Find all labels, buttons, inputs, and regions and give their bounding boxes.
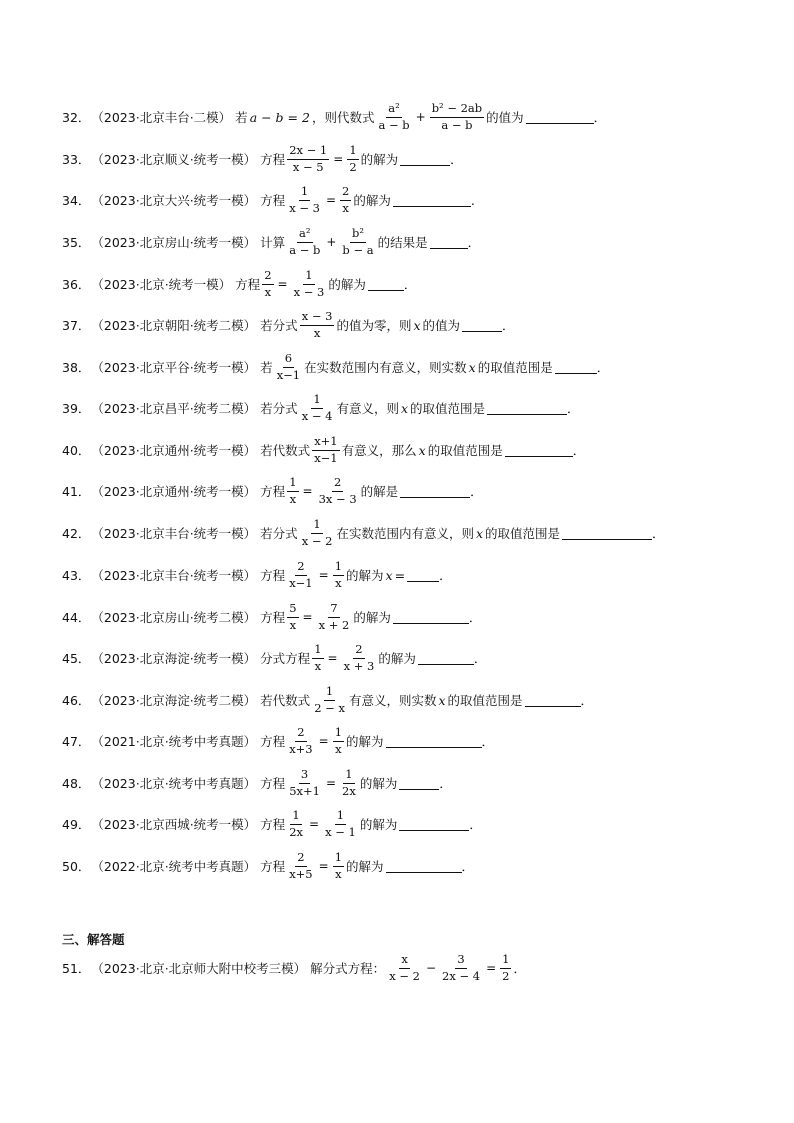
question-text: ．: [567, 401, 580, 416]
question-item: [62, 388, 580, 428]
fraction-numerator: x: [399, 953, 410, 968]
question-text: ．: [596, 360, 610, 375]
math-expression: x: [475, 525, 484, 541]
answer-blank: [399, 777, 439, 790]
question-text: ．: [572, 443, 586, 458]
fraction-denominator: b − a: [342, 242, 374, 257]
math-operator: =: [327, 651, 338, 665]
fraction-denominator: x − 3: [289, 200, 320, 215]
question-item: [62, 721, 494, 761]
fraction-denominator: x−1: [276, 367, 301, 382]
fraction-denominator: 2x − 4: [442, 968, 481, 983]
fraction: [323, 809, 358, 838]
fraction-denominator: x + 3: [343, 658, 375, 673]
fraction-numerator: 2: [262, 269, 273, 284]
question-number: 32．: [62, 110, 91, 125]
fraction-numerator: 1: [347, 144, 358, 159]
fraction-numerator: 1: [303, 269, 314, 284]
question-item: [62, 139, 463, 179]
question-text: 若代数式: [260, 443, 311, 458]
answer-blank: [407, 569, 439, 582]
fraction-denominator: x: [335, 866, 342, 881]
math-expression: x: [418, 442, 426, 458]
question-source: （2023·北京海淀·统考二模）: [91, 693, 257, 708]
question-source: （2023·北京朝阳·统考二模）: [91, 318, 257, 333]
question-text: ．: [593, 110, 607, 125]
question-source: （2023·北京·统考中考真题）: [91, 776, 257, 791]
fraction-denominator: x−1: [314, 450, 338, 465]
math-expression: x: [385, 567, 393, 583]
answer-blank: [555, 361, 597, 374]
fraction-denominator: a − b: [441, 117, 473, 132]
math-operator: =: [325, 776, 337, 790]
question-text: ，则代数式: [311, 110, 375, 125]
question-text: 的取值范围是: [410, 401, 486, 416]
math-expression: x: [400, 400, 409, 416]
question-text: 有意义，则: [336, 401, 399, 416]
question-number: 40．: [62, 443, 91, 458]
fraction-numerator: 2: [332, 476, 343, 491]
fraction: [317, 602, 352, 631]
fraction-denominator: 2x: [342, 783, 356, 798]
fraction-denominator: x − 2: [301, 533, 333, 548]
question-text: 的解为: [353, 193, 391, 208]
question-text: 的解为: [328, 277, 366, 292]
math-expression: x: [438, 692, 446, 708]
question-text: 的结果是: [377, 235, 428, 250]
question-text: 的解为: [359, 817, 398, 832]
fraction: [333, 726, 344, 755]
question-text: 的取值范围是: [427, 443, 503, 458]
fraction-denominator: x: [264, 284, 272, 299]
question-text: =: [394, 567, 406, 583]
math-operator: =: [486, 961, 497, 975]
fraction-numerator: a²: [386, 102, 401, 117]
question-text: ．: [439, 776, 452, 791]
question-number: 35．: [62, 235, 91, 250]
question-text: ．: [652, 526, 665, 541]
question-item: [62, 347, 609, 387]
fraction-numerator: 3: [299, 768, 310, 783]
question-number: 42．: [62, 526, 91, 541]
question-text: 在实数范围内有意义，则: [336, 526, 474, 541]
fraction: [262, 269, 273, 298]
question-text: ．: [481, 734, 495, 749]
question-number: 51．: [62, 961, 91, 976]
question-number: 50．: [62, 859, 91, 874]
question-text: 方程: [260, 484, 286, 499]
math-operator: =: [318, 859, 329, 873]
answer-blank: [526, 111, 594, 124]
fraction-denominator: x − 2: [389, 968, 420, 983]
fraction-numerator: 7: [328, 602, 339, 617]
question-source: （2023·北京通州·统考一模）: [91, 443, 257, 458]
question-text: 方程: [235, 277, 261, 292]
question-item: [62, 948, 526, 988]
question-text: 的取值范围是: [447, 693, 523, 708]
fraction-denominator: x: [289, 617, 297, 632]
fraction-denominator: 2x: [289, 824, 303, 839]
question-item: [62, 180, 475, 220]
fraction: [287, 768, 322, 797]
fraction: [430, 102, 484, 131]
question-number: 46．: [62, 693, 91, 708]
math-operator: =: [277, 277, 288, 291]
fraction: [440, 953, 482, 982]
question-number: 34．: [62, 193, 91, 208]
question-text: 若代数式: [260, 693, 311, 708]
question-number: 44．: [62, 610, 91, 625]
fraction: [333, 560, 344, 589]
math-operator: =: [309, 817, 320, 831]
fraction-numerator: 1: [335, 809, 346, 824]
question-item: [62, 555, 452, 595]
fraction-numerator: 2: [295, 851, 306, 866]
fraction-denominator: a − b: [378, 117, 410, 132]
question-item: [62, 513, 665, 553]
answer-blank: [418, 652, 474, 665]
question-item: [62, 680, 593, 720]
fraction-numerator: 1: [500, 953, 511, 968]
fraction: [340, 227, 375, 256]
fraction-numerator: x − 3: [300, 310, 335, 325]
fraction-denominator: x − 5: [292, 159, 324, 174]
fraction: [347, 144, 358, 173]
math-operator: +: [326, 235, 337, 249]
question-text: ．: [450, 152, 463, 167]
fraction: [312, 643, 323, 672]
question-text: 的解为: [378, 651, 416, 666]
question-text: 有意义，那么: [341, 443, 417, 458]
question-source: （2021·北京·统考中考真题）: [91, 734, 257, 749]
fraction-denominator: x: [289, 491, 297, 506]
fraction-denominator: x − 3: [293, 284, 325, 299]
fraction: [300, 518, 335, 547]
question-source: （2023·北京丰台·二模）: [91, 110, 232, 125]
fraction: [317, 476, 359, 505]
answer-blank: [386, 735, 482, 748]
question-source: （2023·北京·统考一模）: [91, 277, 232, 292]
math-expression: x: [468, 359, 476, 375]
fraction: [292, 269, 327, 298]
question-source: （2023·北京丰台·统考一模）: [91, 526, 257, 541]
question-source: （2023·北京顺义·统考一模）: [91, 152, 257, 167]
fraction-numerator: 1: [311, 393, 322, 408]
fraction: [287, 809, 305, 838]
question-text: .: [470, 192, 475, 208]
question-text: 若分式: [260, 526, 298, 541]
question-text: 方程: [260, 568, 286, 583]
math-expression: a − b = 2: [249, 109, 310, 125]
question-number: 36．: [62, 277, 91, 292]
question-text: 若分式: [260, 401, 298, 416]
math-expression: x: [413, 317, 421, 333]
question-text: 的取值范围是: [485, 526, 561, 541]
fraction-numerator: 2: [295, 560, 306, 575]
question-text: 方程: [260, 152, 286, 167]
question-item: [62, 305, 515, 345]
question-number: 48．: [62, 776, 91, 791]
fraction: [340, 768, 358, 797]
question-number: 45．: [62, 651, 91, 666]
fraction-numerator: b²: [350, 227, 366, 242]
question-source: （2023·北京丰台·统考一模）: [91, 568, 257, 583]
answer-blank: [462, 319, 502, 332]
question-item: [62, 97, 606, 137]
question-text: ．: [468, 610, 482, 625]
answer-blank: [400, 485, 470, 498]
fraction: [340, 185, 351, 214]
question-item: [62, 597, 481, 637]
fraction-numerator: 1: [333, 851, 344, 866]
fraction: [287, 476, 298, 505]
fraction-numerator: x+1: [312, 435, 339, 450]
question-text: ．: [467, 235, 481, 250]
answer-blank: [393, 194, 471, 207]
fraction-denominator: x+3: [289, 741, 313, 756]
fraction: [312, 685, 347, 714]
question-text: 方程: [260, 610, 286, 625]
answer-blank: [386, 860, 462, 873]
question-number: 47．: [62, 734, 91, 749]
answer-blank: [399, 818, 469, 831]
fraction-denominator: x: [335, 575, 342, 590]
math-operator: =: [318, 734, 329, 748]
fraction-numerator: 1: [324, 685, 335, 700]
fraction-denominator: 3x − 3: [318, 491, 357, 506]
fraction-numerator: 5: [287, 602, 298, 617]
fraction-numerator: 1: [312, 643, 323, 658]
question-text: 的解是: [360, 484, 399, 499]
question-text: 分式方程: [260, 651, 311, 666]
fraction-numerator: 1: [333, 560, 344, 575]
fraction-numerator: 1: [333, 726, 344, 741]
question-text: ．: [469, 817, 482, 832]
question-text: 方程: [260, 193, 286, 208]
fraction-denominator: x+5: [289, 866, 313, 881]
question-source: （2023·北京西城·统考一模）: [91, 817, 257, 832]
question-text: 若: [260, 360, 273, 375]
fraction-denominator: x − 1: [325, 824, 356, 839]
fraction: [300, 310, 335, 339]
question-text: 在实数范围内有意义，则实数: [304, 360, 467, 375]
math-operator: =: [302, 610, 313, 624]
question-text: 的解为: [346, 859, 384, 874]
fraction: [333, 851, 344, 880]
fraction: [342, 643, 377, 672]
question-text: ．: [403, 277, 417, 292]
fraction-denominator: x: [314, 658, 322, 673]
question-text: 有意义，则实数: [348, 693, 437, 708]
fraction: [300, 393, 335, 422]
fraction-denominator: x−1: [289, 575, 313, 590]
question-number: 49．: [62, 817, 91, 832]
fraction: [287, 602, 298, 631]
question-item: [62, 846, 474, 886]
question-item: [62, 222, 480, 262]
question-text: ．: [502, 318, 515, 333]
fraction-denominator: 2: [349, 159, 357, 174]
fraction-denominator: a − b: [289, 242, 321, 257]
question-number: 38．: [62, 360, 91, 375]
question-number: 39．: [62, 401, 91, 416]
fraction: [275, 352, 302, 381]
question-text: ．: [461, 859, 475, 874]
question-text: ．: [473, 651, 487, 666]
fraction-numerator: b² − 2ab: [430, 102, 484, 117]
fraction-numerator: 1: [311, 518, 322, 533]
answer-blank: [368, 278, 404, 291]
fraction-denominator: x: [313, 325, 321, 340]
fraction-denominator: x + 2: [318, 617, 350, 632]
question-number: 33．: [62, 152, 91, 167]
question-number: 37．: [62, 318, 91, 333]
question-item: [62, 763, 452, 803]
fraction-numerator: 1: [343, 768, 354, 783]
question-text: 的值为: [422, 318, 461, 333]
fraction: [287, 851, 314, 880]
question-source: （2023·北京通州·统考一模）: [91, 484, 257, 499]
question-text: 方程: [260, 817, 286, 832]
question-item: [62, 264, 416, 304]
answer-blank: [487, 402, 567, 415]
fraction-denominator: x: [342, 200, 349, 215]
question-item: [62, 638, 486, 678]
question-source: （2022·北京·统考中考真题）: [91, 859, 257, 874]
math-operator: =: [302, 484, 313, 498]
question-source: （2023·北京海淀·统考一模）: [91, 651, 257, 666]
answer-blank: [430, 236, 468, 249]
fraction: [287, 726, 314, 755]
fraction-numerator: a²: [297, 227, 312, 242]
question-text: 方程: [260, 859, 286, 874]
question-item: [62, 430, 585, 470]
math-operator: =: [318, 568, 329, 582]
answer-blank: [562, 527, 652, 540]
question-text: 计算: [260, 235, 286, 250]
question-source: （2023·北京大兴·统考一模）: [91, 193, 257, 208]
question-text: 解分式方程：: [310, 961, 386, 976]
answer-blank: [400, 153, 450, 166]
fraction-numerator: 6: [283, 352, 294, 367]
question-text: 方程: [260, 734, 286, 749]
fraction: [376, 102, 411, 131]
question-text: 的取值范围是: [477, 360, 553, 375]
fraction: [500, 953, 511, 982]
question-text: 的值为: [486, 110, 524, 125]
question-text: ．: [470, 484, 483, 499]
math-operator: =: [325, 193, 336, 207]
question-text: ．: [513, 961, 526, 976]
fraction: [287, 227, 322, 256]
question-source: （2023·北京昌平·统考二模）: [91, 401, 257, 416]
fraction: [287, 185, 322, 214]
question-item: [62, 804, 482, 844]
question-text: ．: [580, 693, 594, 708]
question-source: （2023·北京·北京师大附中校考三模）: [91, 961, 307, 976]
fraction-numerator: 2: [340, 185, 351, 200]
question-text: 的解为: [360, 152, 399, 167]
question-text: 方程: [260, 776, 286, 791]
fraction: [387, 953, 422, 982]
fraction-numerator: 3: [455, 953, 466, 968]
fraction-denominator: 2 − x: [314, 700, 345, 715]
question-number: 43．: [62, 568, 91, 583]
question-text: 的解为: [346, 568, 384, 583]
fraction-numerator: 1: [299, 185, 310, 200]
answer-blank: [393, 611, 469, 624]
question-source: （2023·北京房山·统考一模）: [91, 235, 257, 250]
fraction-denominator: 2: [502, 968, 510, 983]
question-text: 的解为: [353, 610, 391, 625]
question-text: 的解为: [359, 776, 398, 791]
fraction: [287, 144, 329, 173]
question-text: ．: [439, 568, 452, 583]
math-operator: =: [333, 152, 344, 166]
question-item: [62, 471, 483, 511]
question-text: 的解为: [346, 734, 384, 749]
fraction: [312, 435, 339, 464]
fraction-numerator: 2: [353, 643, 364, 658]
fraction-denominator: x − 4: [301, 408, 333, 423]
question-number: 41．: [62, 484, 91, 499]
fraction: [287, 560, 314, 589]
math-operator: +: [415, 110, 426, 124]
fraction-denominator: 5x+1: [289, 783, 320, 798]
fraction-numerator: 1: [287, 476, 298, 491]
answer-blank: [525, 694, 581, 707]
fraction-numerator: 1: [290, 809, 301, 824]
fraction-numerator: 2x − 1: [287, 144, 329, 159]
question-source: （2023·北京平谷·统考一模）: [91, 360, 257, 375]
fraction-denominator: x: [335, 741, 342, 756]
math-operator: −: [425, 961, 436, 975]
fraction-numerator: 2: [295, 726, 306, 741]
question-text: 若分式: [260, 318, 298, 333]
question-text: 的值为零，则: [336, 318, 412, 333]
answer-blank: [505, 444, 573, 457]
question-text: 若: [235, 110, 248, 125]
question-source: （2023·北京房山·统考二模）: [91, 610, 257, 625]
section-title: 三、解答题: [62, 932, 125, 947]
